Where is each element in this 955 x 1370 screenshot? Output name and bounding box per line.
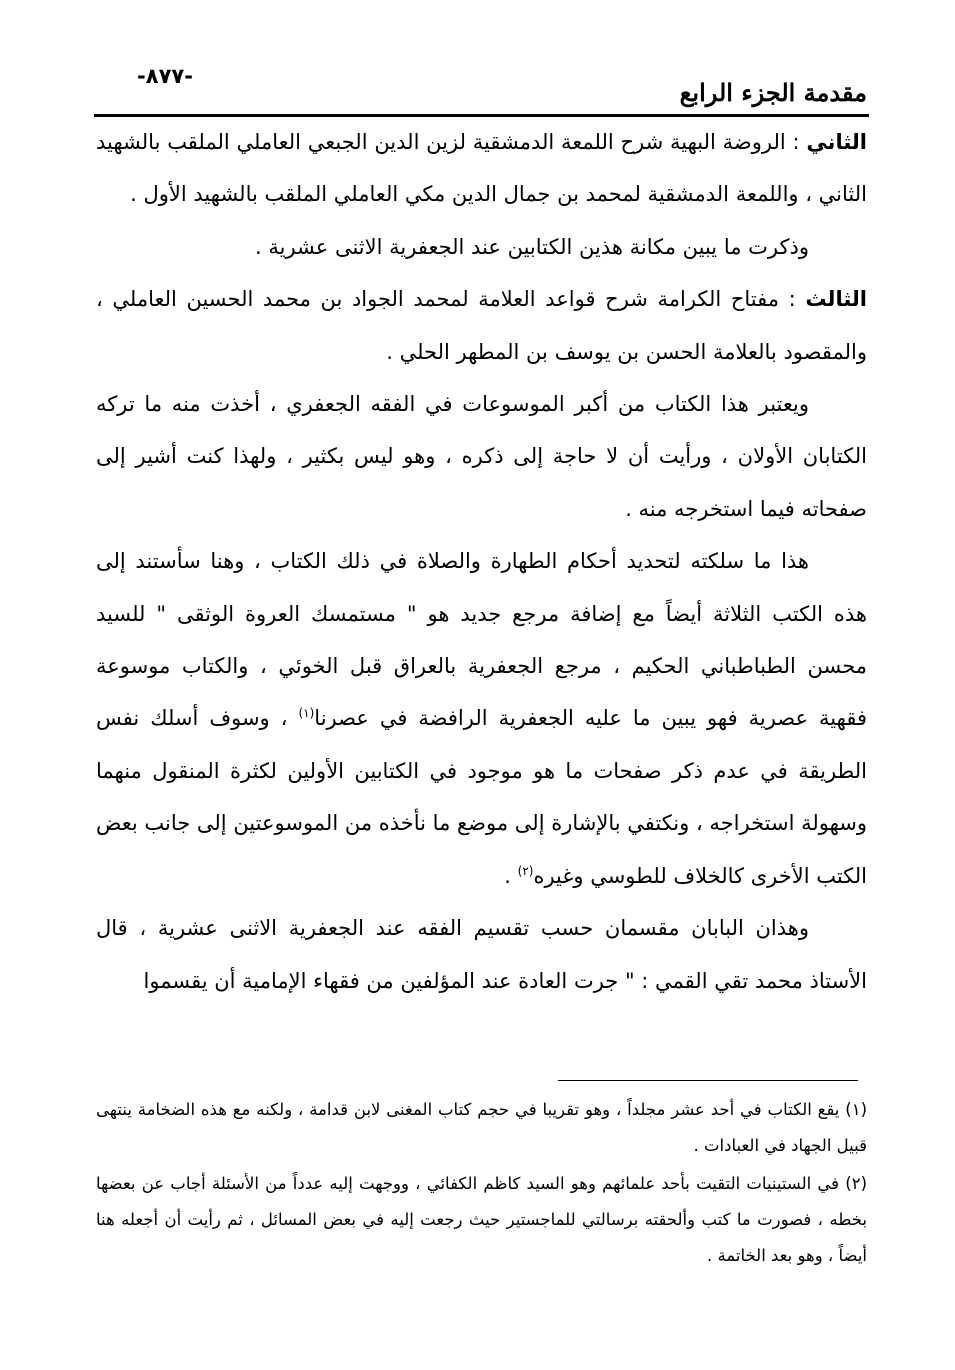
footnote-text: يقع الكتاب في أحد عشر مجلداً ، وهو تقريبا في حجم كتاب المغنى لابن قدامة ، ولكنه مع هذه الضخامة ينتهى قبيل الجهاد في العبادات . [96,1100,867,1155]
paragraph-text: : الروضة البهية شرح اللمعة الدمشقية لزين الدين الجبعي العاملي الملقب بالشهيد الثاني ، واللمعة الدمشقية لمحمد بن جمال الدين مكي العاملي الملقب بالشهيد الأول . [96,130,867,207]
footnote-rule [558,1080,858,1081]
paragraph-mention [96,221,867,273]
paragraph-text: هذا ما سلكته لتحديد أحكام الطهارة والصلاة في ذلك الكتاب ، وهنا سأستند إلى هذه الكتب الثلاثة أيضاً مع إضافة مرجع جديد هو " مستمسك العروة الوثقى " للسيد محسن الطباطباني الحكيم ، مرجع الجعفرية بالعراق قبل الخوئي ، والكتاب موسوعة فقهية عصرية فهو يبين ما عليه الجعفرية الرافضة في عصرنا [96,549,867,731]
paragraph-second-book [96,116,867,221]
label-second: الثاني [806,130,867,154]
footnote-1 [96,1092,867,1164]
paragraph-text: وذكرت ما يبين مكانة هذين الكتابين عند الجعفرية الاثنى عشرية . [254,234,809,259]
footnote-text: في الستينيات التقيت بأحد علمائهم وهو السيد كاظم الكفائي ، ووجهت إليه عدداً من الأسئلة أجاب عن بعضها بخطه ، فصورت ما كتب وألحقته برسالتي للماجستير حيث رجعت إليه في بعض المسائل ، ثم رأيت أن أجعله هنا أيضاً ، وهو بعد الخاتمة . [96,1174,867,1265]
body-text [96,116,867,1007]
paragraph-text: وهذان البابان مقسمان حسب تقسيم الفقه عند الجعفرية الاثنى عشرية ، قال الأستاذ محمد تقي القمي : " جرت العادة عند المؤلفين من فقهاء الإمامية أن يقسموا [96,916,867,993]
paragraph-division [96,902,867,1007]
footnote-2 [96,1166,867,1274]
label-third: الثالث [805,287,867,312]
footnote-number: (١) [845,1100,867,1119]
paragraph-text: . [504,863,518,888]
paragraph-encyclopedia [96,378,867,535]
footnote-ref-2[interactable]: (٢) [517,863,534,878]
footnote-number: (٢) [845,1174,867,1193]
paragraph-method [96,535,867,902]
running-title: مقدمة الجزء الرابع [679,78,867,107]
paragraph-third-book [96,273,867,378]
page-number: -٨٧٧- [137,64,193,88]
paragraph-text: ويعتبر هذا الكتاب من أكبر الموسوعات في الفقه الجعفري ، أخذت منه ما تركه الكتابان الأولان ، ورأيت أن لا حاجة إلى ذكره ، وهو ليس بكثير ، ولهذا كنت أشير إلى صفحاته فيما استخرجه منه . [96,392,867,521]
footnotes [96,1092,867,1276]
paragraph-text: : مفتاح الكرامة شرح قواعد العلامة لمحمد الجواد بن محمد الحسين العاملي ، والمقصود بالعلامة الحسن بن يوسف بن المطهر الحلي . [96,287,867,364]
footnote-ref-1[interactable]: (١) [298,706,315,721]
paragraph-text: ، وسوف أسلك نفس الطريقة في عدم ذكر صفحات ما هو موجود في الكتابين الأولين لكثرة المنقول منهما وسهولة استخراجه ، ونكتفي بالإشارة إلى موضع ما نأخذه من الموسوعتين إلى جانب بعض الكتب الأخرى كالخلاف للطوسي وغيره [96,706,867,888]
